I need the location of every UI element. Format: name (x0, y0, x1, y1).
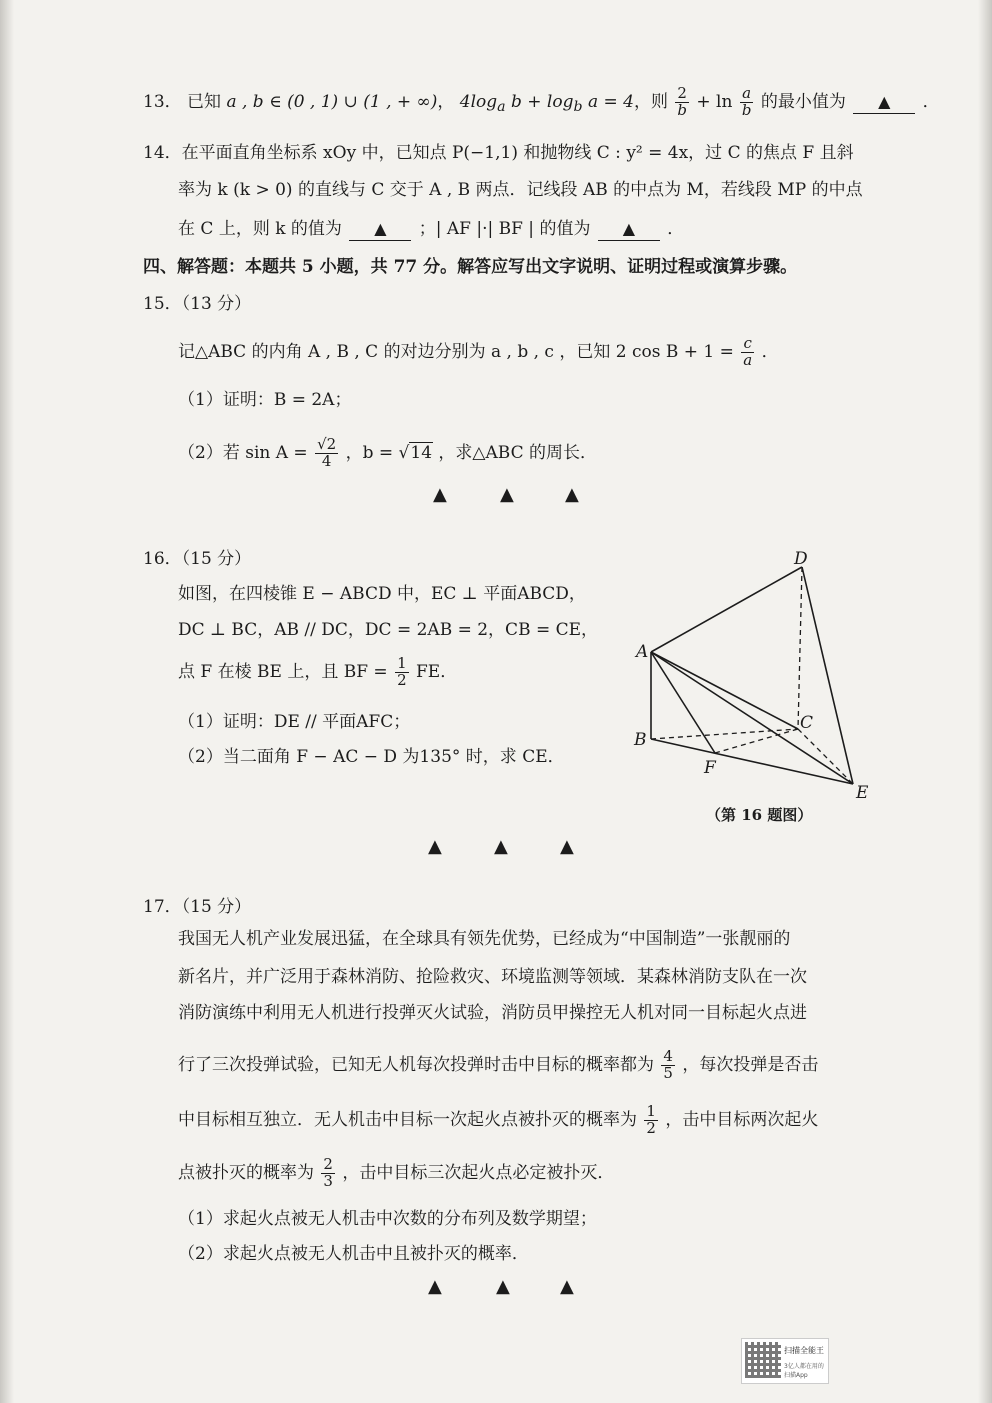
question-14-line-2: 率为 k (k > 0) 的直线与 C 交于 A , B 两点．记线段 AB 的中点为 M，若线段 MP 的中点 (178, 180, 863, 200)
qr-code-icon (745, 1342, 781, 1378)
question-16-part-1: （1）证明：DE // 平面AFC； (178, 712, 411, 732)
fraction-2-over-b: $\frac{2}{b}$ (677, 84, 687, 119)
question-17-line-1: 我国无人机产业发展迅猛，在全球具有领先优势，已经成为“中国制造”一张靓丽的 (178, 929, 791, 949)
answer-blank: ▲ (349, 218, 411, 241)
label-B: B (634, 730, 647, 750)
question-16-line-2: DC ⊥ BC，AB // DC，DC = 2AB = 2，CB = CE， (178, 620, 599, 640)
label-E: E (856, 783, 869, 803)
question-16-heading: 16．（15 分） (143, 549, 252, 569)
question-13: 13． 已知 a , b ∈ (0 , 1) ∪ (1 , + ∞)， $4\log_a$ $b + \log_b a = 4$，则 $\frac{2}{b}$ + ln $\frac{a}{b}$ 的最小值为 ▲ ． (143, 84, 940, 119)
question-16-line-1: 如图，在四棱锥 E − ABCD 中，EC ⊥ 平面ABCD， (178, 584, 586, 604)
question-17-part-2: （2）求起火点被无人机击中且被扑灭的概率． (178, 1244, 529, 1264)
edge-BE (651, 739, 853, 784)
question-17-line-2: 新名片，并广泛用于森林消防、抢险救灾、环境监测等领域．某森林消防支队在一次 (178, 967, 807, 987)
question-14-line-3: 在 C 上，则 k 的值为 ▲ ；| AF |·| BF | 的值为 ▲ ． (178, 219, 685, 239)
question-16-part-2: （2）当二面角 F − AC − D 为135° 时，求 CE． (178, 747, 565, 767)
question-17-line-6: 点被扑灭的概率为 $\frac{2}{3}$ ，击中目标三次起火点必定被扑灭． (178, 1155, 615, 1190)
answer-blank: ▲ (598, 218, 660, 241)
scan-edge-right (978, 0, 992, 1403)
fraction-c-over-a: $\frac{c}{a}$ (743, 334, 753, 369)
segment-FC-hidden (715, 729, 798, 753)
fraction-1-over-2: $\frac{1}{2}$ (397, 654, 407, 689)
question-17-heading: 17．（15 分） (143, 897, 252, 917)
question-15-part-1: （1）证明：B = 2A； (178, 390, 352, 410)
question-14-line-1: 14．在平面直角坐标系 xOy 中，已知点 P(−1,1) 和抛物线 C : y² = 4x，过 C 的焦点 F 且斜 (143, 143, 854, 163)
fraction-1-over-2: $\frac{1}{2}$ (646, 1102, 656, 1137)
fraction-sqrt2-over-4: $\frac{√2}{4}$ (317, 435, 337, 470)
fraction-4-over-5: $\frac{4}{5}$ (663, 1047, 673, 1082)
question-15-stem: 记△ABC 的内角 A , B , C 的对边分别为 a , b , c ，已知 2 cos B + 1 = $\frac{c}{a}$ ． (178, 334, 779, 369)
question-17-line-3: 消防演练中利用无人机进行投弹灭火试验，消防员甲操控无人机对同一目标起火点进 (178, 1003, 807, 1023)
question-15-heading: 15．（13 分） (143, 294, 252, 314)
figure-caption: （第 16 题图） (706, 806, 813, 824)
section-heading: 四、解答题：本题共 5 小题，共 77 分。解答应写出文字说明、证明过程或演算步骤。 (143, 257, 798, 277)
question-17-line-5: 中目标相互独立．无人机击中目标一次起火点被扑灭的概率为 $\frac{1}{2}$ ，击中目标两次起火 (178, 1102, 819, 1137)
edge-DE (802, 567, 853, 784)
fraction-2-over-3: $\frac{2}{3}$ (323, 1155, 333, 1190)
question-17-part-1: （1）求起火点被无人机击中次数的分布列及数学期望； (178, 1209, 597, 1229)
edge-AE (651, 652, 853, 784)
label-F: F (704, 758, 716, 778)
label-C: C (800, 713, 814, 733)
pyramid-figure (620, 540, 890, 810)
answer-blank: ▲ (853, 91, 915, 114)
edge-AD (651, 567, 802, 652)
question-17-line-4: 行了三次投弹试验，已知无人机每次投弹时击中目标的概率都为 $\frac{4}{5}$ ，每次投弹是否击 (178, 1047, 819, 1082)
question-15-part-2: （2）若 sin A = $\frac{√2}{4}$ ，b = √14 ，求△ABC 的周长． (178, 435, 597, 470)
scan-edge-left (0, 0, 14, 1403)
edge-DC-hidden (798, 567, 802, 729)
scanner-watermark: 扫描全能王 3亿人都在用的扫描App (741, 1338, 829, 1384)
label-A: A (636, 642, 649, 662)
question-16-line-3: 点 F 在棱 BE 上，且 BF = $\frac{1}{2}$ FE． (178, 654, 458, 689)
fraction-a-over-b: $\frac{a}{b}$ (741, 84, 752, 119)
edge-CE-hidden (798, 729, 853, 784)
label-D: D (794, 549, 808, 569)
edge-AC (651, 652, 798, 729)
exam-page: 13． 已知 a , b ∈ (0 , 1) ∪ (1 , + ∞)， $4\log_a$ $b + \log_b a = 4$，则 $\frac{2}{b}$ + ln $\frac{a}{b}$ 的最小值为 ▲ ． 14．在平面直角坐标系 xOy 中，已知点 P(−1,1) 和抛物线 C : y² = 4x，过 C 的焦点 F 且斜 率为 k (k > 0) 的直线与 C 交于 A , B 两点．记线段 AB 的中点为 M，若线段 MP 的中点 在 C 上，则 k 的值为 ▲ ；| AF |·| BF | 的值为 ▲ ． 四、解答题：本题共 5 小题，共 77 分。解答应写出文字说明、证明过程或演算步骤。 15．（13 分） 记△ABC 的内角 A , B , C 的对边分别为 a , b , c ，已知 2 cos B + 1 = $\frac{c}{a}$ ． （1）证明：B = 2A； （2）若 sin A = $\frac{√2}{4}$ ，b = √14 ，求△ABC 的周长． ▲ ▲ ▲ 16．（15 分） 如图，在四棱锥 E − ABCD 中，EC ⊥ 平面ABCD， DC ⊥ BC，AB // DC，DC = 2AB = 2，CB = CE， 点 F 在棱 BE 上，且 BF = $\frac{1}{2}$ FE． （1）证明：DE // 平面AFC； （2）当二面角 F − AC − D 为135° 时，求 CE． D A C B F E （第 16 题图） ▲ ▲ ▲ 17．（15 分） 我国无人机产业发展迅猛，在全球具有领先优势，已经成为“中国制造”一张靓丽的 新名片，并广泛用于森林消防、抢险救灾、环境监测等领域．某森林消防支队在一次 消防演练中利用无人机进行投弹灭火试验，消防员甲操控无人机对同一目标起火点进 行了三次投弹试验，已知无人机每次投弹时击中目标的概率都为 $\frac{4}{5}$ ，每次投弹是否击 中目标相互独立．无人机击中目标一次起火点被扑灭的概率为 $\frac{1}{2}$ ，击中目标两次起火 点被扑灭的概率为 $\frac{2}{3}$ ，击中目标三次起火点必定被扑灭． （1）求起火点被无人机击中次数的分布列及数学期望； （2）求起火点被无人机击中且被扑灭的概率． ▲ ▲ ▲ 扫描全能王 3亿人都在用的扫描App (0, 0, 992, 1403)
